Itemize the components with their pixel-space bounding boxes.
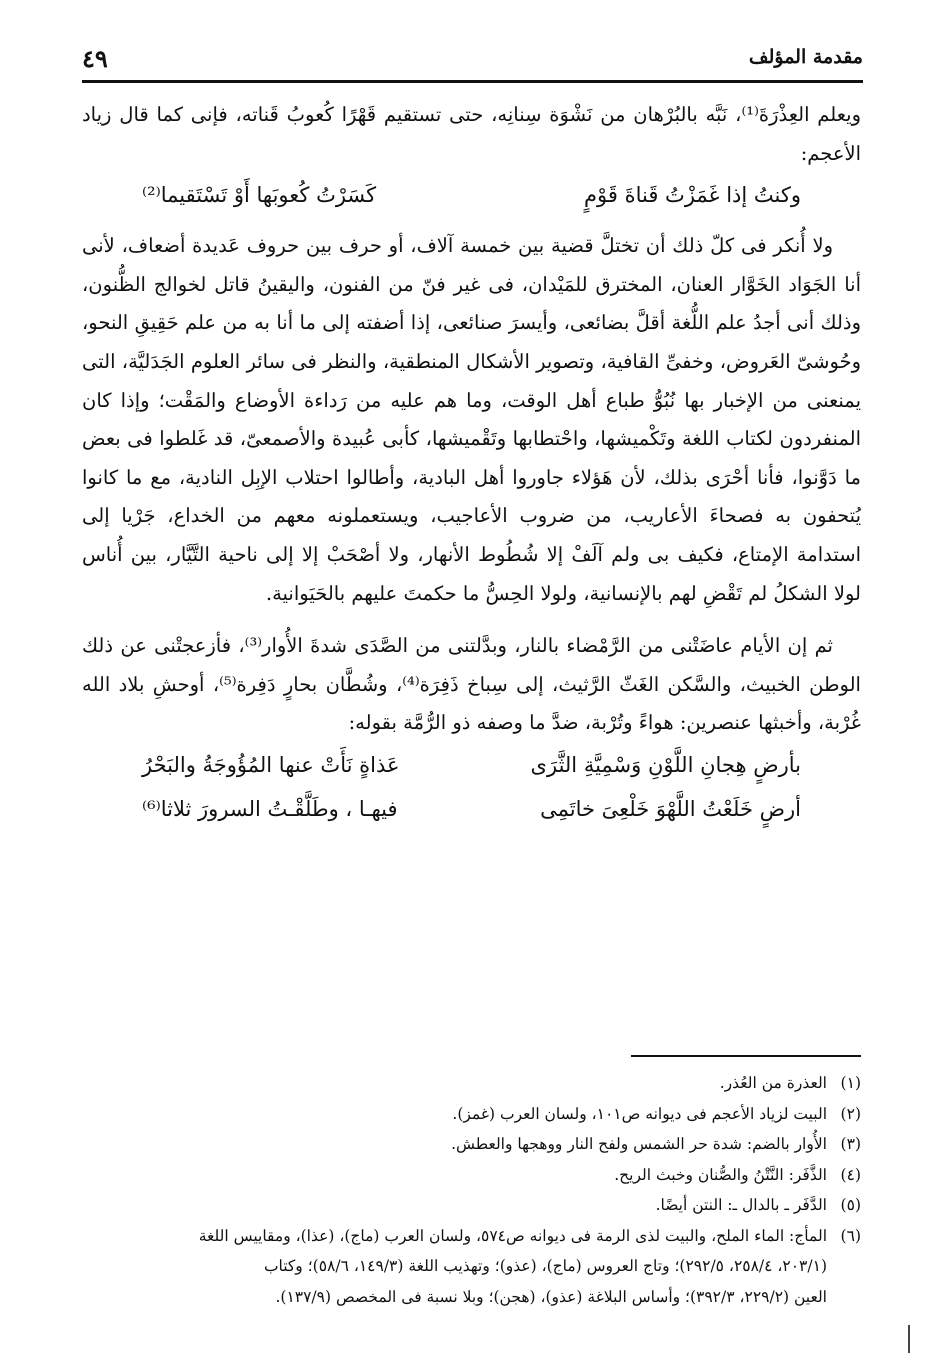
footnote-number: (٢)	[840, 1104, 861, 1123]
paragraph-2: ولا أُنكر فى كلّ ذلك أن تختلَّ قضية بين خمسة آلاف، أو حرف بين حروف عَديدة أضعاف، لأنى أنا الجَوَاد الخَوَّار العنان، المخترق للمَيْدان، فى غير فنّ من الفنون، واليقينُ قاتل لخوالج الظُّنون، وذلك أنى أجدُ علم اللُّغة أقلَّ بضائعى، وأيسرَ صنائعى، إذا أضفته إلى ما أنا به من علم حَقِيقِ النحو، وحُوشىّ العَروض، وخفىِّ القافية، وتصوير الأشكال المنطقية، والنظر فى سائر العلوم الجَدَليَّة، التى يمنعنى من الإخبار بها نُبُوُّ طباع أهل الوقت، وما هم عليه من رَداءة الأوضاع والمَقْت؛ وإذا كان المنفردون لكتاب اللغة وتَكْميشها، واحْتطابها وتَقْميشها، كأبى عُبيدة والأصمعىّ، قد غَلطوا فى بعض ما دَوَّنوا، فأنا أحْرَى بذلك، لأن هَؤلاء جاوروا أهل البادية، وأطالوا احتلاب الإبِل النادية، مع ما كانوا يُتحفون به فصحاءَ الأعاريب، من ضروب الأعاجيب، ويستعملونه معهم من الخداع، جَرْيا إلى استدامة الإمتاع، فكيف بى ولم آلَفْ إلا شُطُوط الأنهار، ولا أصْحَبْ إلا إلى ناحية التَّيَّار، بين أُناس لولا الشكلُ لم تَقْضِ لهم بالإنسانية، ولولا الحِسُّ ما حكمتَ عليهم بالحَيَوانية.	[82, 234, 861, 605]
footnote-2	[82, 1099, 861, 1130]
verse-1-second-hemistich: كَسَرْتُ كُعوبَها أَوْ تَسْتَقيما⁽²⁾	[142, 183, 377, 208]
spacer	[82, 217, 861, 227]
verse-1-first-hemistich: وكنتُ إذا غَمَزْتُ قَناةَ قَوْمٍ	[584, 183, 801, 208]
verse-3-second-hemistich: فيهـا ، وطَلَّقْـتُ السرورَ ثلاثا⁽⁶⁾	[142, 796, 398, 821]
footnote-5	[82, 1190, 861, 1221]
footnote-separator	[631, 1055, 861, 1057]
paragraph-3: ثم إن الأيام عاضَتْنى من الرَّمْضاء بالنار، وبدَّلتنى من الصَّدَى شدةَ الأُوار⁽³⁾، فأزعجتْنى عن ذلك الوطن الخبيث، والسَّكن الغَثّ الرَّثيث، إلى سِباخ ذَفِرَة⁽⁴⁾، وشُطَّان بحارٍ دَفِرة⁽⁵⁾، أوحشِ بلاد الله غُرْبة، وأخبثها عنصرين: هواءً وتُرْبة، ضدَّ ما وصفه ذو الرُّمَّة بقوله:	[82, 634, 861, 735]
footnote-number: (٤)	[840, 1165, 861, 1184]
verse-3-first-hemistich: أرضٍ خَلَعْتُ اللَّهْوَ خَلْعِىَ خاتَمِى	[540, 796, 801, 821]
footnote-number: (١)	[840, 1074, 861, 1092]
verse-2-second-hemistich: عَذاةٍ نَأَتْ عنها المُؤُوجَةُ والبَحْرُ	[142, 752, 400, 777]
verse-line-2	[82, 743, 861, 787]
footnote-6-continuation: العين (٢٢٩/٢، ٣٩٢/٣)؛ وأساس البلاغة (عذو)، (هجن)؛ وبلا نسبة فى المخصص (١٣٧/٩).	[275, 1287, 827, 1306]
footnote-3	[82, 1129, 861, 1160]
footnote-text: الأُوار بالضم: شدة حر الشمس ولفح النار ووهجها والعطش.	[451, 1135, 827, 1153]
footnote-6-continuation: (٢٠٣/١، ٢٥٨/٤، ٢٩٢/٥)؛ وتاج العروس (ماج)، (عذو)؛ وتهذيب اللغة (١٤٩/٣، ٥٨/٦)؛ وكتاب	[263, 1257, 827, 1275]
footnote-text: الذَّفَر: النَّتْنُ والصُّنان وخبث الريح.	[614, 1165, 827, 1184]
footnote-text: البيت لزياد الأعجم فى ديوانه ص١٠١، ولسان العرب (غمز).	[452, 1104, 827, 1123]
paragraph-1: ويعلم العِذْرَةَ⁽¹⁾، نَبَّه بالبُرْهان من نَشْوَة سِنانِه، حتى تستقيم قَهْرًا كُعوبُ قَناته، فإنى كما قال زياد الأعجم:	[82, 103, 861, 165]
footnote-number: (٦)	[840, 1226, 861, 1245]
footnote-text: العذرة من العُذر.	[719, 1074, 827, 1092]
verse-2-first-hemistich: بأرضٍ هِجانِ اللَّوْنِ وَسْمِيَّةِ الثَّرَى	[530, 752, 801, 777]
footnote-number: (٣)	[840, 1135, 861, 1153]
footnote-text: الدَّفَر ـ بالدال ـ: النتن أيضًا.	[655, 1196, 827, 1214]
footnote-number: (٥)	[840, 1196, 861, 1214]
footnote-text: المأج: الماء الملح، والبيت لذى الرمة فى ديوانه ص٥٧٤، ولسان العرب (ماج)، (عذا)، ومقاييس اللغة	[198, 1226, 827, 1245]
scan-edge-mark	[908, 1325, 910, 1353]
spacer	[82, 613, 861, 627]
footnotes	[82, 1068, 861, 1312]
footnote-6	[82, 1221, 861, 1252]
verse-line-3	[82, 787, 861, 831]
running-head-title: مقدمة المؤلف	[748, 46, 863, 68]
page-number: ٤٩	[82, 44, 108, 73]
main-text	[82, 96, 861, 831]
header-rule	[82, 80, 863, 83]
footnote-4	[82, 1160, 861, 1191]
page-header	[82, 44, 863, 78]
footnote-1	[82, 1068, 861, 1099]
verse-line-1	[82, 173, 861, 217]
